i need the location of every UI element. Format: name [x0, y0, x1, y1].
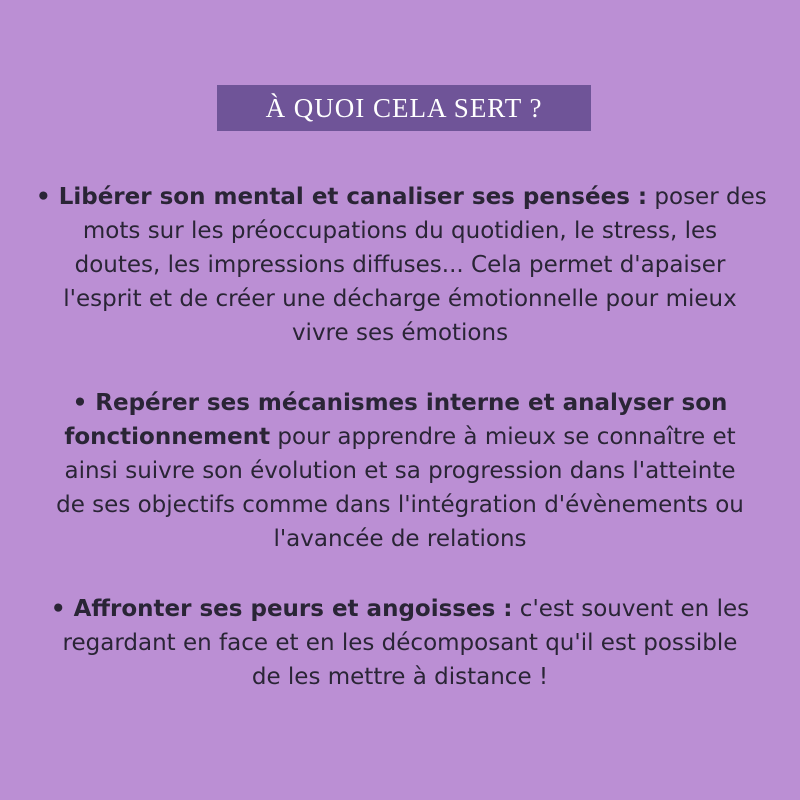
list-item: [36, 386, 764, 556]
list-item: [36, 180, 767, 350]
content-block: [36, 180, 767, 694]
item-heading: • Repérer ses mécanismes interne et analyser son: [72, 390, 728, 416]
item-text: de les mettre à distance !: [251, 664, 549, 690]
item-text: regardant en face et en les décomposant qu'il est possible: [62, 630, 738, 656]
title-banner: [217, 85, 591, 131]
item-text: l'esprit et de créer une décharge émotionnelle pour mieux: [63, 286, 737, 312]
item-line: [36, 592, 764, 626]
item-line: [36, 420, 764, 454]
list-item: [36, 592, 764, 694]
page-title: À QUOI CELA SERT ?: [265, 92, 543, 123]
item-heading: fonctionnement: [64, 424, 271, 450]
item-text: poser des: [647, 184, 767, 210]
item-heading: • Affronter ses peurs et angoisses :: [50, 596, 513, 622]
item-text: mots sur les préoccupations du quotidien, le stress, les: [82, 218, 718, 244]
item-heading: • Libérer son mental et canaliser ses pensées :: [36, 184, 648, 210]
item-text: c'est souvent en les: [512, 596, 750, 622]
item-line: [36, 180, 767, 214]
item-text: vivre ses émotions: [291, 320, 509, 346]
item-text: doutes, les impressions diffuses... Cela permet d'apaiser: [74, 252, 726, 278]
item-text: de ses objectifs comme dans l'intégration d'évènements ou: [56, 492, 744, 518]
item-text: ainsi suivre son évolution et sa progression dans l'atteinte: [64, 458, 736, 484]
item-text: pour apprendre à mieux se connaître et: [270, 424, 736, 450]
item-text: l'avancée de relations: [273, 526, 527, 552]
